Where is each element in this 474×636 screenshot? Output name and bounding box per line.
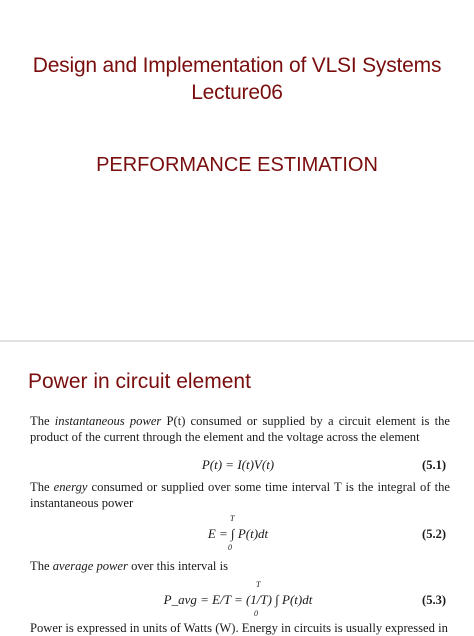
term-average-power: average power (52, 559, 128, 573)
equation-5-3: P_avg = E/T = (1/T) ∫ P(t)dt (163, 592, 313, 607)
equation-row-5-3 (30, 580, 446, 620)
para3-body: over this interval is (127, 559, 228, 573)
paragraph-instantaneous-power (30, 413, 450, 445)
term-energy: energy (53, 480, 88, 494)
paragraph-energy (30, 479, 450, 511)
integral-lower-limit-5-3: 0 (254, 609, 258, 618)
lecture-subtitle: PERFORMANCE ESTIMATION (96, 154, 378, 176)
integral-upper-limit-5-2: T (230, 514, 235, 523)
equation-5-2: E = ∫ P(t)dt (207, 526, 269, 541)
paragraph-average-power (30, 558, 450, 574)
para2-body: consumed or supplied over some time interval T is the integral of the instantaneous power (30, 480, 450, 510)
term-instantaneous-power: instantaneous power (54, 414, 162, 428)
paragraph-units: Power is expressed in units of Watts (W). Energy in circuits is usually expressed in (30, 621, 448, 635)
section-heading: Power in circuit element (28, 370, 251, 393)
para2-prefix: The (30, 480, 54, 494)
equation-5-1: P(t) = I(t)V(t) (201, 457, 275, 472)
equation-number-5-2: (5.2) (422, 527, 446, 541)
lecture-number: Lecture06 (191, 81, 283, 104)
integral-lower-limit-5-2: 0 (228, 543, 232, 552)
para3-prefix: The (30, 559, 53, 573)
equation-number-5-3: (5.3) (422, 593, 446, 607)
equation-row-5-2 (30, 514, 446, 554)
lecture-title: Design and Implementation of VLSI Systems (32, 54, 442, 77)
para1-prefix: The (30, 414, 55, 428)
equation-row-5-1 (30, 452, 446, 482)
equation-number-5-1: (5.1) (422, 458, 446, 472)
para1-body: P(t) consumed or supplied by a circuit element is the product of the current through the element and the voltage across the element (30, 414, 450, 444)
integral-upper-limit-5-3: T (256, 580, 261, 589)
